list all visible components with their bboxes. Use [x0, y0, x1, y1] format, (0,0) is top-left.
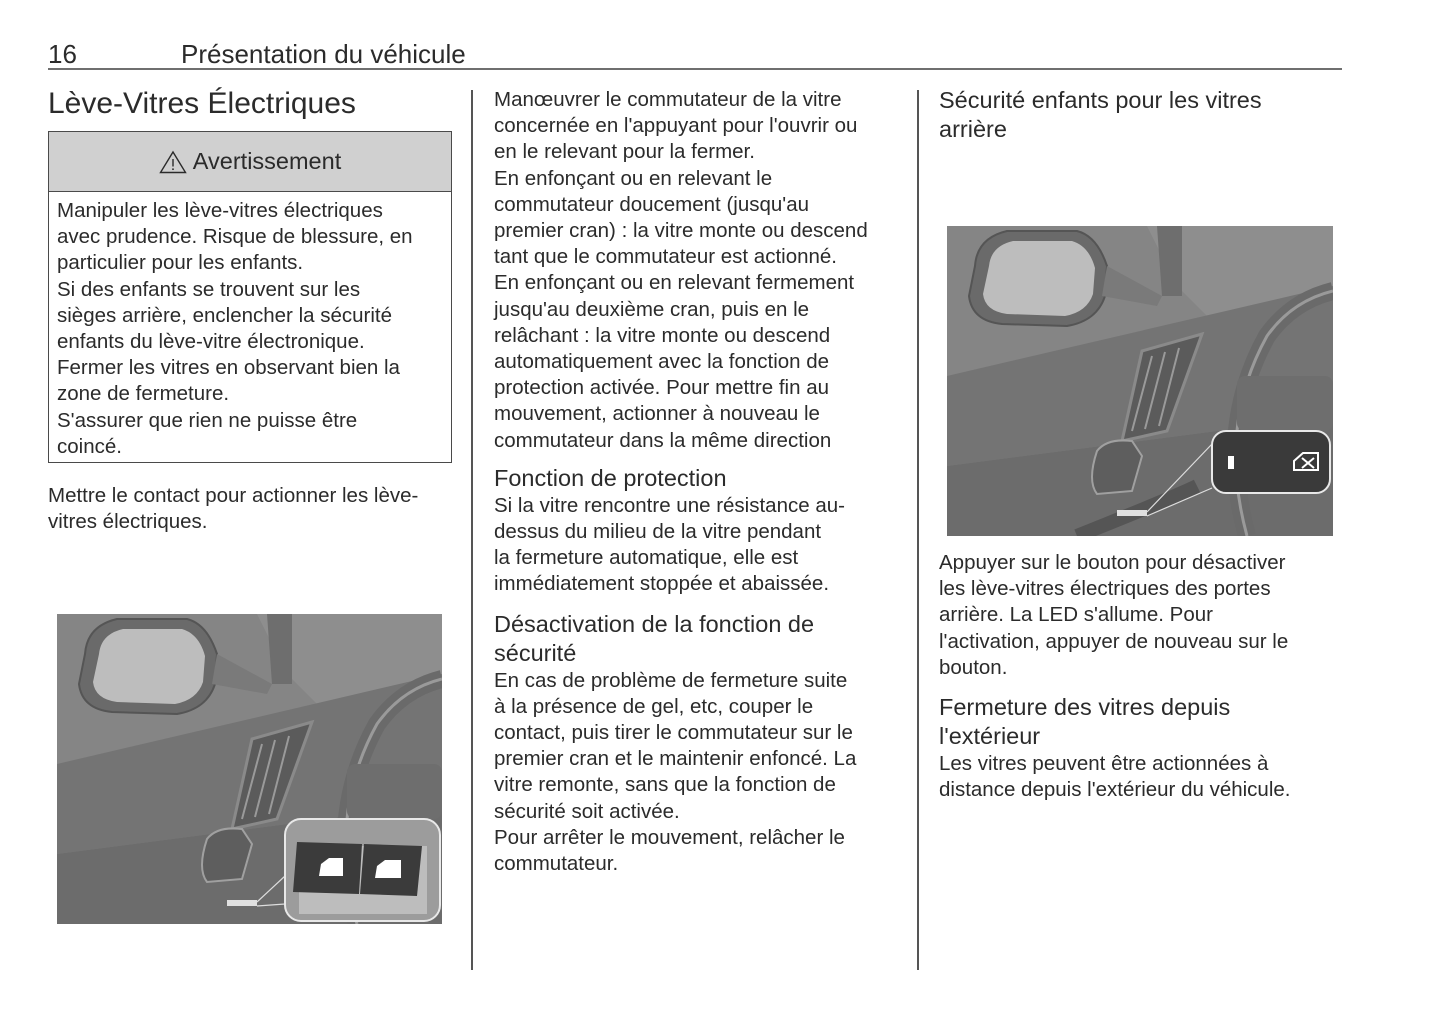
section-title: Présentation du véhicule: [181, 39, 466, 69]
paragraph-line: distance depuis l'extérieur du véhicule.: [939, 778, 1291, 802]
warning-line: S'assurer que rien ne puisse être: [57, 408, 358, 432]
warning-line: zone de fermeture.: [57, 382, 230, 406]
ignition-paragraph: [48, 483, 453, 535]
paragraph-line: vitre remonte, sans que la fonction de: [494, 773, 836, 797]
paragraph-line: relâchant : la vitre monte ou descend: [494, 323, 831, 347]
paragraph-line: arrière. La LED s'allume. Pour: [939, 603, 1213, 627]
child-lock-paragraph: [939, 550, 1344, 681]
paragraph-line: concernée en l'appuyant pour l'ouvrir ou: [494, 114, 858, 138]
paragraph-line: Manœuvrer le commutateur de la vitre: [494, 88, 842, 111]
section-heading: arrière: [939, 116, 1007, 142]
door-panel-illustration: [57, 614, 442, 924]
paragraph-line: la fermeture automatique, elle est: [494, 546, 799, 570]
warning-line: sièges arrière, enclencher la sécurité: [57, 303, 392, 327]
paragraph-line: les lève-vitres électriques des portes: [939, 577, 1271, 601]
column-divider: [917, 90, 919, 970]
column-1: [48, 86, 453, 535]
paragraph-line: en le relevant pour la fermer.: [494, 140, 755, 164]
section-heading: Fonction de protection: [494, 464, 727, 491]
warning-line: coincé.: [57, 434, 122, 458]
paragraph-line: commutateur.: [494, 852, 619, 876]
paragraph-line: Mettre le contact pour actionner les lève-: [48, 484, 419, 508]
paragraph-line: l'activation, appuyer de nouveau sur le: [939, 629, 1289, 653]
warning-triangle-icon: [159, 150, 187, 174]
warning-label: Avertissement: [192, 148, 342, 174]
child-safety-heading: [939, 86, 1344, 144]
paragraph-line: contact, puis tirer le commutateur sur le: [494, 721, 853, 745]
paragraph-line: mouvement, actionner à nouveau le: [494, 402, 820, 426]
warning-line: Manipuler les lève-vitres électriques: [57, 199, 383, 222]
safety-deactivation-section: [494, 610, 904, 878]
warning-header: [49, 132, 451, 192]
paragraph-line: En enfonçant ou en relevant le: [494, 166, 773, 190]
page-number: 16: [48, 39, 77, 69]
section-heading: Fermeture des vitres depuis: [939, 694, 1231, 721]
warning-line: enfants du lève-vitre électronique.: [57, 330, 365, 354]
paragraph-line: En cas de problème de fermeture suite: [494, 668, 848, 692]
paragraph-line: protection activée. Pour mettre fin au: [494, 376, 830, 400]
paragraph-line: jusqu'au deuxième cran, puis en le: [494, 297, 810, 321]
paragraph-line: bouton.: [939, 655, 1008, 679]
warning-line: Si des enfants se trouvent sur les: [57, 277, 361, 301]
paragraph-line: premier cran et le maintenir enfoncé. La: [494, 747, 857, 771]
child-lock-illustration: [947, 226, 1333, 536]
paragraph-line: tant que le commutateur est actionné.: [494, 245, 838, 269]
section-heading: sécurité: [494, 639, 577, 666]
section-heading: l'extérieur: [939, 723, 1041, 750]
paragraph-line: automatiquement avec la fonction de: [494, 350, 830, 374]
remote-closing-section: [939, 693, 1344, 803]
column-2: [494, 86, 904, 877]
warning-box: [48, 131, 452, 463]
led-indicator-icon: [1228, 456, 1234, 469]
page-header: [48, 36, 1342, 70]
paragraph-line: sécurité soit activée.: [494, 799, 680, 823]
protection-function-section: [494, 464, 904, 598]
paragraph-line: à la présence de gel, etc, couper le: [494, 694, 814, 718]
paragraph-line: vitres électriques.: [48, 510, 208, 534]
warning-line: Fermer les vitres en observant bien la: [57, 356, 400, 380]
paragraph-line: commutateur doucement (jusqu'au: [494, 192, 809, 216]
page-title: Lève-Vitres Électriques: [48, 87, 356, 120]
paragraph-line: commutateur dans la même direction: [494, 428, 832, 452]
section-heading: Désactivation de la fonction de: [494, 610, 815, 637]
paragraph-line: Pour arrêter le mouvement, relâcher le: [494, 825, 845, 849]
warning-line: particulier pour les enfants.: [57, 251, 304, 275]
paragraph-line: Si la vitre rencontre une résistance au-: [494, 493, 845, 517]
section-heading: Sécurité enfants pour les vitres: [939, 87, 1262, 113]
paragraph-line: Les vitres peuvent être actionnées à: [939, 752, 1269, 776]
paragraph-line: Appuyer sur le bouton pour désactiver: [939, 551, 1286, 574]
warning-line: avec prudence. Risque de blessure, en: [57, 225, 413, 249]
paragraph-line: dessus du milieu de la vitre pendant: [494, 520, 822, 544]
column-divider: [471, 90, 473, 970]
paragraph-line: immédiatement stoppée et abaissée.: [494, 572, 830, 596]
paragraph-line: En enfonçant ou en relevant fermement: [494, 271, 855, 295]
paragraph-line: premier cran) : la vitre monte ou descend: [494, 219, 868, 243]
warning-body: [49, 192, 451, 462]
switch-operation-paragraph: [494, 87, 904, 454]
